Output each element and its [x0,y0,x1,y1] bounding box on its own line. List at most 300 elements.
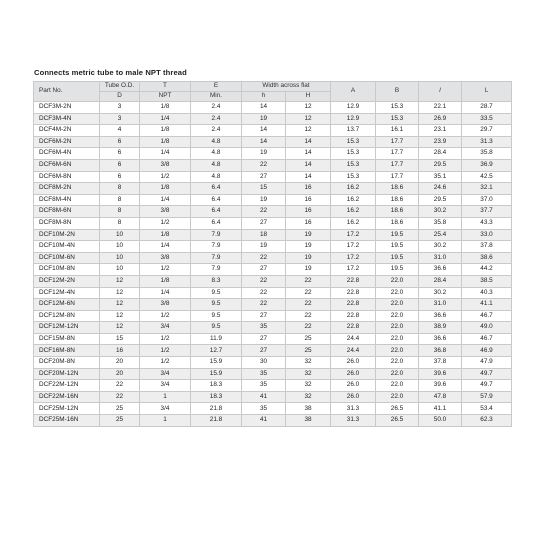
cell-npt: 3/4 [140,368,191,380]
cell-npt: 1/2 [140,333,191,345]
cell-l-small: 24.6 [419,183,462,195]
cell-npt: 1/4 [140,148,191,160]
table-row [34,183,512,195]
cell-tube-od: 12 [100,299,140,311]
cell-l-small: 37.8 [419,357,462,369]
cell-a: 15.3 [331,148,376,160]
cell-a: 15.3 [331,159,376,171]
cell-l-large: 44.2 [462,264,512,276]
cell-tube-od: 4 [100,125,140,137]
cell-l-large: 42.5 [462,171,512,183]
cell-l-large: 31.3 [462,136,512,148]
cell-h-large: 12 [286,113,331,125]
cell-b: 22.0 [376,322,419,334]
cell-h-large: 25 [286,333,331,345]
cell-npt: 3/8 [140,299,191,311]
cell-h-large: 14 [286,159,331,171]
cell-npt: 1/2 [140,310,191,322]
cell-h-small: 30 [242,357,286,369]
cell-e-min: 18.3 [191,391,242,403]
cell-part-no: DCF12M-12N [34,322,100,334]
cell-e-min: 6.4 [191,217,242,229]
table-row [34,380,512,392]
table-row [34,275,512,287]
cell-h-large: 16 [286,194,331,206]
cell-h-small: 27 [242,333,286,345]
cell-npt: 1/2 [140,217,191,229]
cell-a: 17.2 [331,229,376,241]
cell-l-small: 29.5 [419,194,462,206]
cell-a: 26.0 [331,391,376,403]
cell-e-min: 9.5 [191,322,242,334]
cell-b: 17.7 [376,148,419,160]
cell-part-no: DCF6M-6N [34,159,100,171]
cell-part-no: DCF22M-12N [34,380,100,392]
cell-tube-od: 3 [100,113,140,125]
cell-h-large: 14 [286,148,331,160]
cell-l-large: 47.9 [462,357,512,369]
cell-b: 26.5 [376,403,419,415]
cell-h-small: 35 [242,368,286,380]
cell-e-min: 9.5 [191,310,242,322]
cell-h-small: 35 [242,380,286,392]
cell-h-large: 19 [286,229,331,241]
table-row [34,171,512,183]
cell-h-large: 22 [286,287,331,299]
cell-part-no: DCF8M-2N [34,183,100,195]
cell-b: 22.0 [376,287,419,299]
cell-h-small: 27 [242,345,286,357]
cell-l-small: 36.8 [419,345,462,357]
cell-a: 16.2 [331,194,376,206]
table-row [34,252,512,264]
cell-l-large: 49.0 [462,322,512,334]
cell-b: 18.6 [376,194,419,206]
header-h-small: h [242,92,286,102]
table-row [34,206,512,218]
cell-b: 18.6 [376,217,419,229]
cell-b: 22.0 [376,380,419,392]
cell-npt: 1/4 [140,194,191,206]
cell-e-min: 2.4 [191,125,242,137]
table-row [34,264,512,276]
table-row [34,368,512,380]
cell-l-large: 33.5 [462,113,512,125]
cell-e-min: 6.4 [191,194,242,206]
cell-l-large: 29.7 [462,125,512,137]
cell-e-min: 15.9 [191,368,242,380]
header-a: A [331,82,376,102]
table-row [34,403,512,415]
table-row [34,322,512,334]
cell-l-small: 39.6 [419,368,462,380]
cell-tube-od: 10 [100,252,140,264]
cell-npt: 3/8 [140,252,191,264]
cell-part-no: DCF8M-4N [34,194,100,206]
cell-h-small: 27 [242,264,286,276]
cell-l-large: 28.7 [462,102,512,114]
table-row [34,241,512,253]
cell-npt: 1/8 [140,229,191,241]
cell-tube-od: 12 [100,287,140,299]
cell-b: 19.5 [376,229,419,241]
table-row [34,345,512,357]
cell-b: 17.7 [376,171,419,183]
cell-a: 22.8 [331,322,376,334]
cell-a: 26.0 [331,380,376,392]
cell-h-large: 38 [286,415,331,427]
cell-l-large: 37.7 [462,206,512,218]
cell-tube-od: 6 [100,171,140,183]
table-row [34,287,512,299]
cell-e-min: 21.8 [191,415,242,427]
cell-l-small: 31.0 [419,252,462,264]
table-row [34,194,512,206]
cell-tube-od: 8 [100,206,140,218]
table-row [34,113,512,125]
cell-l-small: 41.1 [419,403,462,415]
cell-b: 16.1 [376,125,419,137]
cell-part-no: DCF10M-2N [34,229,100,241]
cell-l-small: 31.0 [419,299,462,311]
table-row [34,333,512,345]
table-row [34,310,512,322]
cell-part-no: DCF8M-8N [34,217,100,229]
cell-e-min: 12.7 [191,345,242,357]
cell-part-no: DCF20M-12N [34,368,100,380]
table-row [34,299,512,311]
cell-h-small: 35 [242,322,286,334]
cell-h-small: 15 [242,183,286,195]
spec-table [33,81,512,427]
cell-h-large: 22 [286,275,331,287]
cell-h-large: 22 [286,299,331,311]
cell-l-small: 35.1 [419,171,462,183]
cell-l-large: 37.8 [462,241,512,253]
cell-part-no: DCF10M-4N [34,241,100,253]
cell-part-no: DCF12M-6N [34,299,100,311]
cell-tube-od: 12 [100,275,140,287]
cell-l-large: 62.3 [462,415,512,427]
cell-npt: 1/2 [140,171,191,183]
cell-l-large: 57.9 [462,391,512,403]
cell-l-large: 46.7 [462,310,512,322]
cell-e-min: 4.8 [191,136,242,148]
table-row [34,148,512,160]
cell-h-large: 32 [286,391,331,403]
cell-npt: 1/2 [140,264,191,276]
cell-a: 26.0 [331,357,376,369]
cell-b: 19.5 [376,252,419,264]
cell-l-small: 25.4 [419,229,462,241]
cell-l-large: 38.5 [462,275,512,287]
cell-e-min: 15.9 [191,357,242,369]
cell-tube-od: 22 [100,380,140,392]
cell-b: 15.3 [376,113,419,125]
cell-b: 22.0 [376,310,419,322]
cell-part-no: DCF25M-16N [34,415,100,427]
header-l-small: l [419,82,462,102]
cell-npt: 1/8 [140,275,191,287]
cell-npt: 3/8 [140,159,191,171]
cell-h-small: 41 [242,415,286,427]
cell-tube-od: 16 [100,345,140,357]
cell-l-large: 38.6 [462,252,512,264]
cell-e-min: 7.9 [191,252,242,264]
cell-h-small: 35 [242,403,286,415]
cell-l-small: 28.4 [419,148,462,160]
cell-l-small: 50.0 [419,415,462,427]
table-row [34,391,512,403]
cell-l-small: 35.8 [419,217,462,229]
cell-b: 19.5 [376,241,419,253]
cell-e-min: 7.9 [191,241,242,253]
cell-e-min: 21.8 [191,403,242,415]
header-part-no: Part No. [34,82,100,102]
cell-b: 22.0 [376,391,419,403]
cell-b: 22.0 [376,275,419,287]
cell-h-large: 14 [286,171,331,183]
cell-b: 22.0 [376,357,419,369]
cell-h-large: 12 [286,102,331,114]
cell-h-small: 19 [242,194,286,206]
cell-h-small: 22 [242,287,286,299]
cell-l-small: 36.6 [419,264,462,276]
cell-npt: 1 [140,391,191,403]
cell-b: 15.3 [376,102,419,114]
table-row [34,415,512,427]
cell-h-small: 22 [242,206,286,218]
cell-l-large: 43.3 [462,217,512,229]
cell-b: 18.6 [376,206,419,218]
cell-a: 12.9 [331,113,376,125]
cell-l-large: 33.0 [462,229,512,241]
cell-l-large: 49.7 [462,368,512,380]
table-row [34,136,512,148]
cell-a: 31.3 [331,403,376,415]
cell-l-small: 29.5 [419,159,462,171]
cell-a: 31.3 [331,415,376,427]
header-min: Min. [191,92,242,102]
cell-h-large: 32 [286,368,331,380]
cell-tube-od: 8 [100,217,140,229]
cell-e-min: 4.8 [191,159,242,171]
cell-npt: 1/8 [140,183,191,195]
cell-h-large: 14 [286,136,331,148]
cell-tube-od: 6 [100,136,140,148]
cell-e-min: 18.3 [191,380,242,392]
cell-l-large: 40.3 [462,287,512,299]
cell-a: 17.2 [331,252,376,264]
cell-e-min: 7.9 [191,264,242,276]
cell-l-small: 23.9 [419,136,462,148]
cell-h-large: 12 [286,125,331,137]
cell-e-min: 6.4 [191,206,242,218]
cell-a: 22.8 [331,287,376,299]
cell-npt: 3/8 [140,206,191,218]
cell-h-large: 22 [286,322,331,334]
cell-a: 24.4 [331,333,376,345]
cell-a: 26.0 [331,368,376,380]
cell-e-min: 11.9 [191,333,242,345]
cell-l-small: 26.9 [419,113,462,125]
table-row [34,102,512,114]
cell-l-small: 39.6 [419,380,462,392]
cell-npt: 1/8 [140,125,191,137]
cell-b: 26.5 [376,415,419,427]
cell-a: 24.4 [331,345,376,357]
cell-tube-od: 10 [100,241,140,253]
header-width-across-flat: Width across flat [242,82,331,92]
cell-tube-od: 12 [100,322,140,334]
cell-h-large: 22 [286,310,331,322]
cell-l-large: 41.1 [462,299,512,311]
cell-h-large: 32 [286,357,331,369]
cell-tube-od: 20 [100,368,140,380]
cell-tube-od: 25 [100,403,140,415]
header-tube-od: Tube O.D. [100,82,140,92]
cell-part-no: DCF20M-8N [34,357,100,369]
table-body [34,102,512,427]
cell-h-large: 25 [286,345,331,357]
cell-a: 17.2 [331,241,376,253]
cell-npt: 1/4 [140,287,191,299]
cell-b: 18.6 [376,183,419,195]
cell-h-small: 27 [242,217,286,229]
cell-l-large: 53.4 [462,403,512,415]
cell-h-large: 19 [286,252,331,264]
cell-l-large: 46.9 [462,345,512,357]
cell-h-large: 16 [286,217,331,229]
cell-h-small: 22 [242,299,286,311]
table-row [34,125,512,137]
cell-npt: 3/4 [140,322,191,334]
cell-part-no: DCF4M-2N [34,125,100,137]
cell-a: 22.8 [331,310,376,322]
cell-h-small: 22 [242,159,286,171]
cell-part-no: DCF10M-8N [34,264,100,276]
cell-e-min: 4.8 [191,148,242,160]
cell-l-small: 47.8 [419,391,462,403]
cell-part-no: DCF12M-8N [34,310,100,322]
cell-e-min: 9.5 [191,299,242,311]
cell-tube-od: 25 [100,415,140,427]
cell-part-no: DCF10M-6N [34,252,100,264]
cell-npt: 1 [140,415,191,427]
header-npt: NPT [140,92,191,102]
cell-b: 22.0 [376,333,419,345]
cell-l-small: 30.2 [419,287,462,299]
header-tube-d: D [100,92,140,102]
cell-h-small: 18 [242,229,286,241]
header-e: E [191,82,242,92]
cell-npt: 3/4 [140,380,191,392]
cell-h-small: 19 [242,148,286,160]
cell-l-small: 22.1 [419,102,462,114]
cell-e-min: 7.9 [191,229,242,241]
cell-npt: 1/4 [140,241,191,253]
cell-b: 19.5 [376,264,419,276]
cell-part-no: DCF3M-2N [34,102,100,114]
cell-b: 22.0 [376,299,419,311]
cell-h-small: 14 [242,125,286,137]
cell-a: 16.2 [331,217,376,229]
cell-a: 16.2 [331,206,376,218]
cell-tube-od: 6 [100,148,140,160]
cell-e-min: 9.5 [191,287,242,299]
cell-b: 17.7 [376,136,419,148]
cell-h-large: 19 [286,241,331,253]
cell-b: 17.7 [376,159,419,171]
header-h-large: H [286,92,331,102]
table-row [34,229,512,241]
cell-h-large: 19 [286,264,331,276]
cell-tube-od: 10 [100,229,140,241]
cell-a: 13.7 [331,125,376,137]
cell-a: 15.3 [331,171,376,183]
cell-l-small: 36.6 [419,310,462,322]
cell-tube-od: 20 [100,357,140,369]
cell-a: 15.3 [331,136,376,148]
cell-l-large: 35.8 [462,148,512,160]
cell-tube-od: 12 [100,310,140,322]
cell-l-large: 49.7 [462,380,512,392]
cell-tube-od: 22 [100,391,140,403]
cell-part-no: DCF6M-8N [34,171,100,183]
cell-l-small: 36.6 [419,333,462,345]
cell-part-no: DCF6M-4N [34,148,100,160]
cell-part-no: DCF15M-8N [34,333,100,345]
cell-e-min: 8.3 [191,275,242,287]
cell-h-large: 16 [286,206,331,218]
cell-e-min: 2.4 [191,113,242,125]
cell-l-large: 46.7 [462,333,512,345]
cell-h-large: 32 [286,380,331,392]
cell-tube-od: 15 [100,333,140,345]
table-row [34,159,512,171]
cell-a: 16.2 [331,183,376,195]
header-t: T [140,82,191,92]
cell-l-small: 30.2 [419,206,462,218]
cell-h-small: 19 [242,241,286,253]
cell-part-no: DCF12M-2N [34,275,100,287]
cell-tube-od: 3 [100,102,140,114]
header-l-large: L [462,82,512,102]
cell-l-small: 23.1 [419,125,462,137]
cell-b: 22.0 [376,345,419,357]
cell-a: 17.2 [331,264,376,276]
cell-e-min: 6.4 [191,183,242,195]
cell-l-small: 30.2 [419,241,462,253]
cell-npt: 1/8 [140,102,191,114]
cell-tube-od: 6 [100,159,140,171]
cell-part-no: DCF12M-4N [34,287,100,299]
cell-l-large: 32.1 [462,183,512,195]
cell-npt: 1/8 [140,136,191,148]
cell-h-small: 41 [242,391,286,403]
table-header [34,82,512,102]
cell-h-small: 22 [242,275,286,287]
cell-l-large: 36.9 [462,159,512,171]
table-title: Connects metric tube to male NPT thread [34,68,187,77]
cell-tube-od: 8 [100,183,140,195]
cell-h-small: 14 [242,102,286,114]
cell-h-large: 16 [286,183,331,195]
cell-npt: 3/4 [140,403,191,415]
cell-part-no: DCF25M-12N [34,403,100,415]
cell-npt: 1/4 [140,113,191,125]
cell-h-small: 27 [242,171,286,183]
